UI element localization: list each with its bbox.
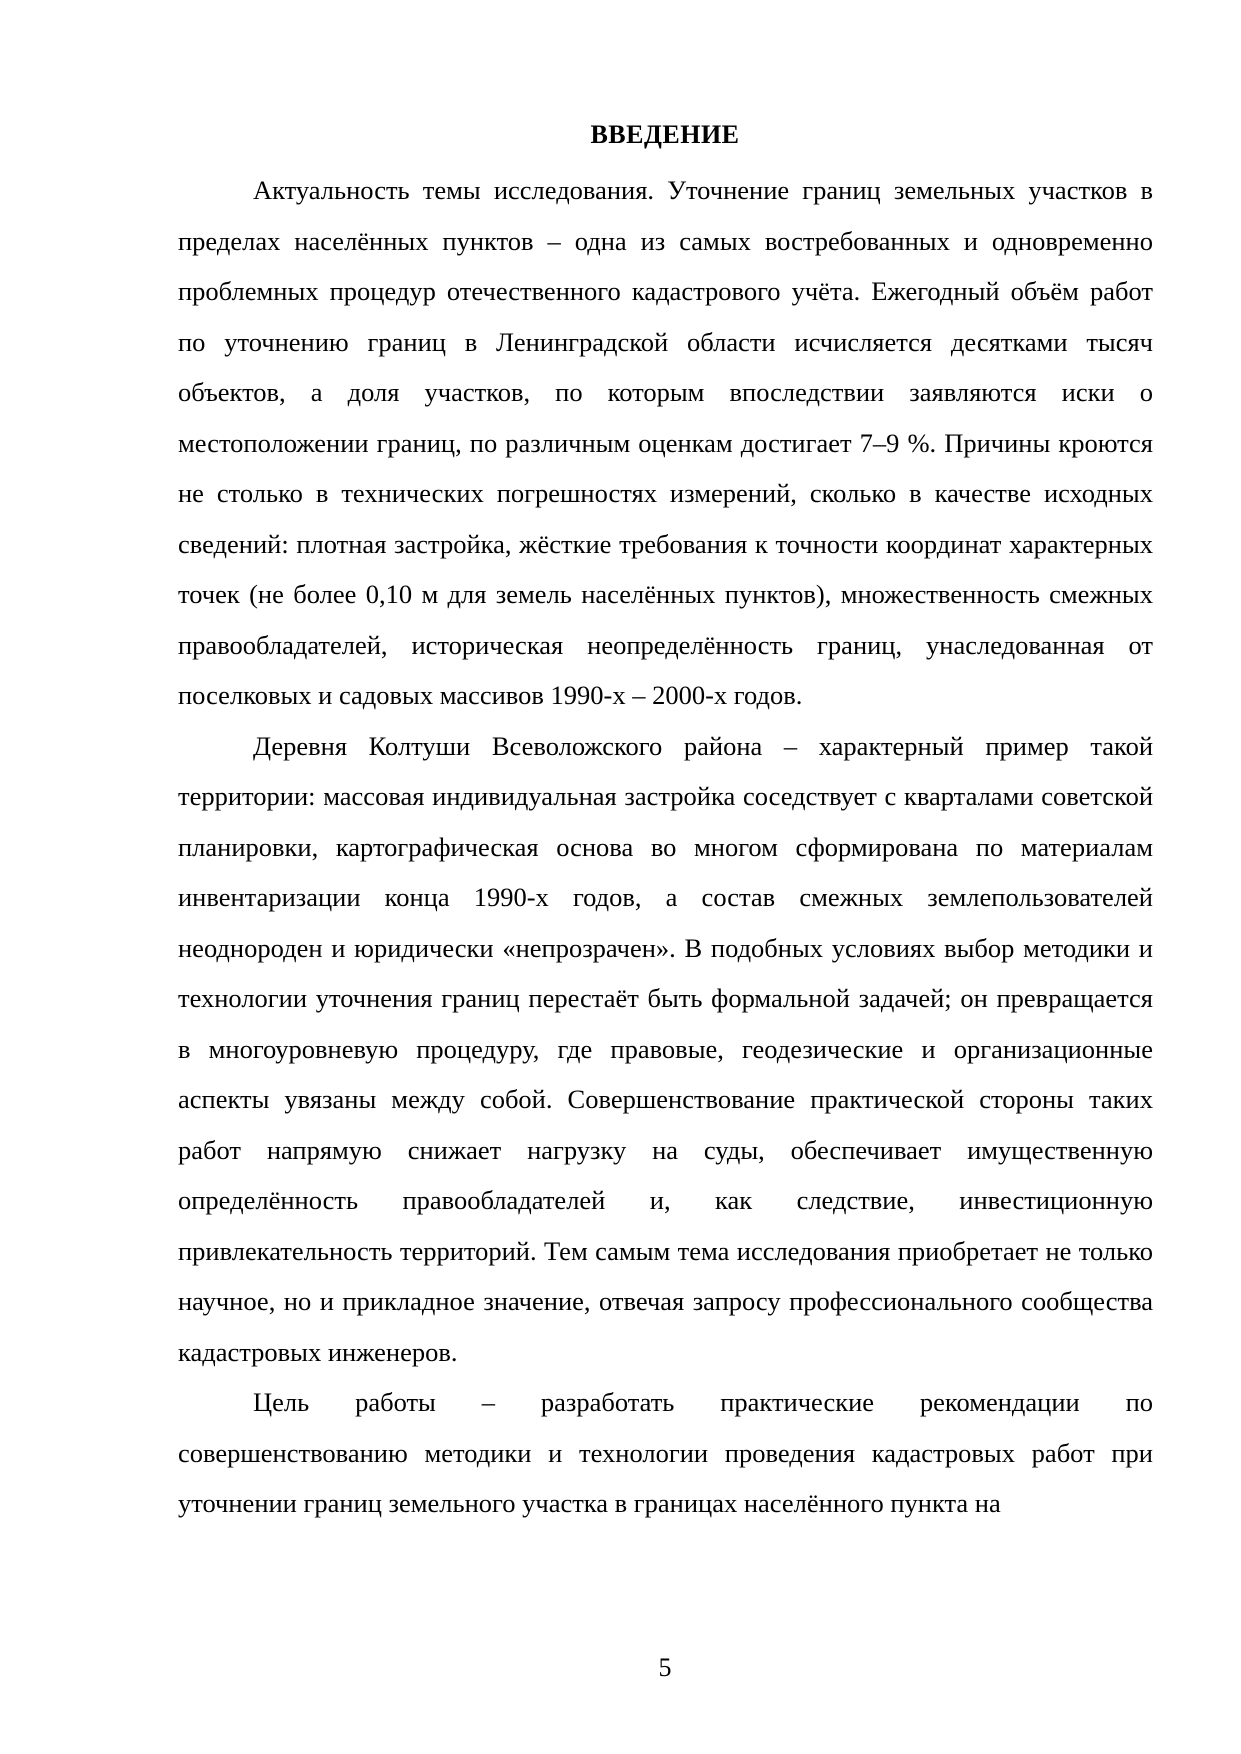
section-title: ВВЕДЕНИЕ [590, 120, 740, 149]
paragraph-relevance: Актуальность темы исследования. Уточнение границ земельных участков в пределах населённых пунктов – одна из самых востребованных и одновременно проблемных процедур отечественного кадастрового учёта. Ежегодный объём работ по уточнению границ в Ленинградской области исчисляется десятками тысяч объектов, а доля участков, по которым впоследствии заявляются иски о местоположении границ, по различным оценкам достигает 7–9 %. Причины кроются не столько в технических погрешностях измерений, сколько в качестве исходных сведений: плотная застройка, жёсткие требования к точности координат характерных точек (не более 0,10 м для земель населённых пунктов), множественность смежных правообладателей, историческая неопределённость границ, унаследованная от поселковых и садовых массивов 1990-х – 2000-х годов. [178, 175, 1153, 710]
page-number: 5 [658, 1653, 672, 1682]
body-text [178, 165, 1153, 1529]
paragraph-koltushi: Деревня Колтуши Всеволожского района – характерный пример такой территории: массовая индивидуальная застройка соседствует с кварталами советской планировки, картографическая основа во многом сформирована по материалам инвентаризации конца 1990-х годов, а состав смежных землепользователей неоднороден и юридически «непрозрачен». В подобных условиях выбор методики и технологии уточнения границ перестаёт быть формальной задачей; он превращается в многоуровневую процедуру, где правовые, геодезические и организационные аспекты увязаны между собой. Совершенствование практической стороны таких работ напрямую снижает нагрузку на суды, обеспечивает имущественную определённость правообладателей и, как следствие, инвестиционную привлекательность территорий. Тем самым тема исследования приобретает не только научное, но и прикладное значение, отвечая запросу профессионального сообщества кадастровых инженеров. [178, 730, 1153, 1367]
paragraph-goal: Цель работы – разработать практические рекомендации по совершенствованию методики и технологии проведения кадастровых работ при уточнении границ земельного участка в границах населённого пункта на [178, 1387, 1153, 1518]
